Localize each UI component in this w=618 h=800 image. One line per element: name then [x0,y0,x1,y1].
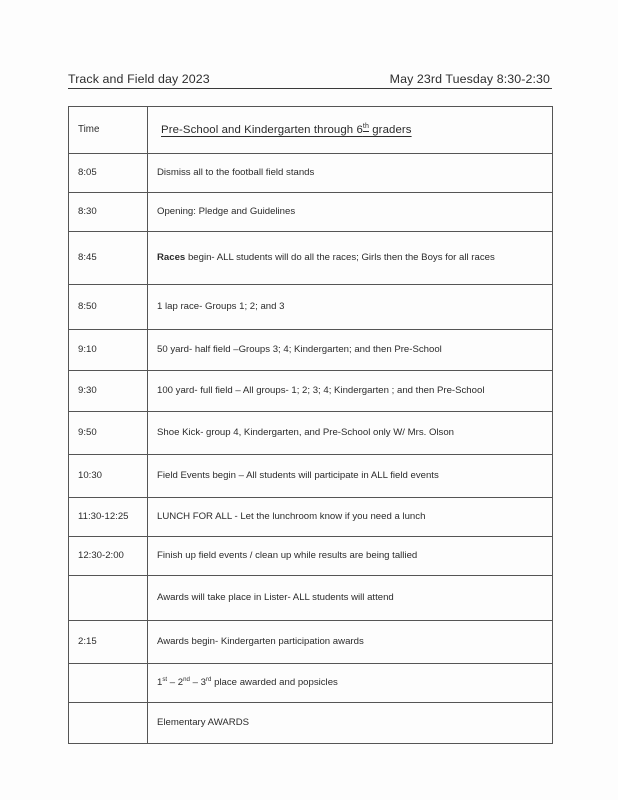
table-row [69,330,553,371]
place-first-suffix: st [162,676,168,684]
row-description: Dismiss all to the football field stands [148,154,553,193]
table-row [69,455,553,498]
table-row [69,621,553,664]
row-time: 12:30-2:00 [69,537,148,576]
row-time: 9:10 [69,330,148,371]
place-second: – 2 [167,677,184,689]
document-sheet [68,72,552,744]
row-time: 10:30 [69,455,148,498]
table-row [69,498,553,537]
table-row [69,703,553,744]
table-row [69,664,553,703]
table-header-row [69,107,553,154]
row-description: Awards begin- Kindergarten participation awards [148,621,553,664]
row-description-text: begin- ALL students will do all the races; Girls then the Boys for all races [185,252,495,264]
row-description-emphasis: Races [157,252,186,264]
table-row [69,576,553,621]
table-row [69,371,553,412]
table-row [69,193,553,232]
row-description: 100 yard- full field – All groups- 1; 2; 3; 4; Kindergarten ; and then Pre-School [148,371,553,412]
row-description-places [148,664,553,703]
row-time: 2:15 [69,621,148,664]
row-description: Awards will take place in Lister- ALL students will attend [148,576,553,621]
table-row [69,537,553,576]
row-time: 8:30 [69,193,148,232]
row-time [69,703,148,744]
header-cell-time [69,107,148,154]
table-row [69,232,553,285]
place-second-suffix: nd [183,676,190,684]
place-description-tail: place awarded and popsicles [211,677,338,689]
table-row [69,154,553,193]
schedule-table [68,106,553,744]
place-third: – 3 [189,677,206,689]
header-description-text: Pre-School and Kindergarten through 6 [161,123,363,136]
row-time: 11:30-12:25 [69,498,148,537]
row-time: 9:50 [69,412,148,455]
row-description: LUNCH FOR ALL - Let the lunchroom know if you need a lunch [148,498,553,537]
row-description: Opening: Pledge and Guidelines [148,193,553,232]
row-time: 8:45 [69,232,148,285]
row-description: 1 lap race- Groups 1; 2; and 3 [148,285,553,330]
header-description-suffix: graders [368,123,412,136]
place-first: 1 [157,677,163,689]
row-time: 9:30 [69,371,148,412]
table-row [69,285,553,330]
document-title-row [68,72,552,89]
row-time: 8:50 [69,285,148,330]
header-cell-description [148,107,553,154]
header-label-description [157,124,412,136]
row-description: Field Events begin – All students will participate in ALL field events [148,455,553,498]
place-third-suffix: rd [205,676,212,684]
row-time [69,664,148,703]
row-description: Shoe Kick- group 4, Kindergarten, and Pre-School only W/ Mrs. Olson [148,412,553,455]
row-time: 8:05 [69,154,148,193]
header-description-superscript: th [362,123,369,131]
row-time [69,576,148,621]
row-description [148,232,553,285]
document-title-right: May 23rd Tuesday 8:30-2:30 [389,72,550,86]
row-description: 50 yard- half field –Groups 3; 4; Kindergarten; and then Pre-School [148,330,553,371]
row-description: Finish up field events / clean up while results are being tallied [148,537,553,576]
table-row [69,412,553,455]
header-label-time: Time [78,124,100,136]
row-description: Elementary AWARDS [148,703,553,744]
document-title-left: Track and Field day 2023 [68,72,210,86]
